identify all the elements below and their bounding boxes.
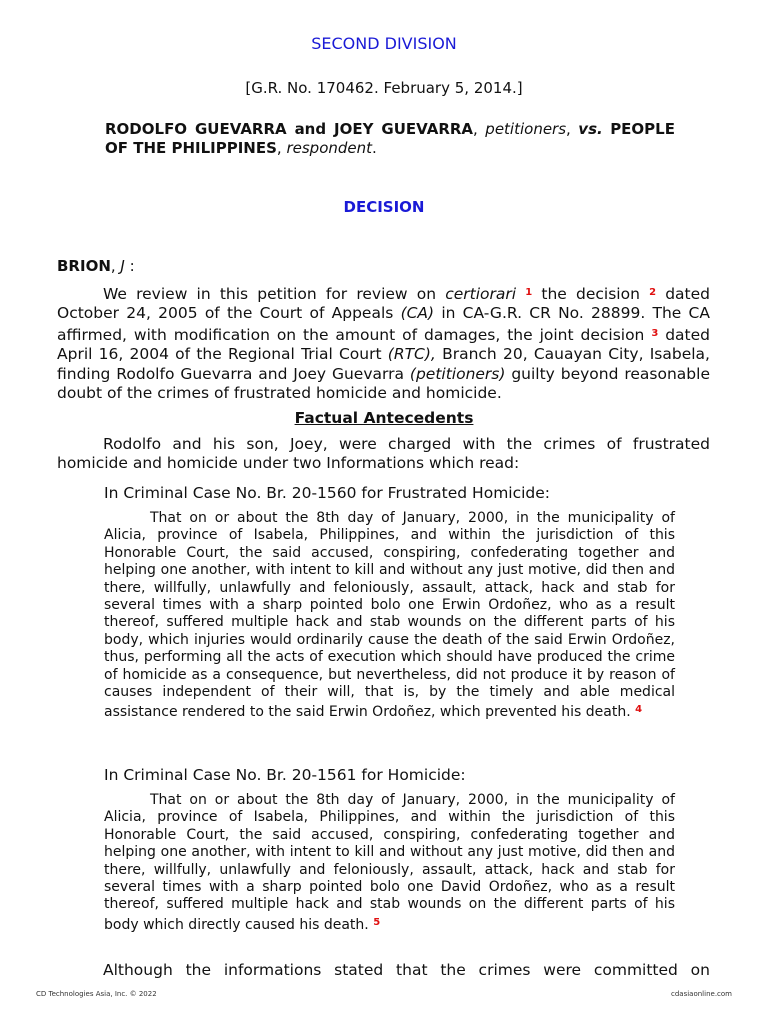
p1-text-5: dated April 16, 2004 of the Regional Trial Court [57, 325, 710, 364]
antecedents-paragraph [57, 435, 710, 474]
versus-label: vs. [578, 120, 603, 138]
petitioners-role: petitioners [485, 120, 567, 138]
p3-text: Although the informations stated that the crimes were committed on [103, 961, 710, 979]
petitioners-names: RODOLFO GUEVARRA and JOEY GUEVARRA [105, 120, 474, 138]
ca-abbrev: (CA) [400, 304, 435, 323]
footer-copyright: CD Technologies Asia, Inc. © 2022 [36, 990, 157, 998]
footnote-link-3[interactable]: 3 [651, 327, 659, 339]
p1-text-6: Branch 20, Cauayan City, Isabela, finding Rodolfo Guevarra and Joey Guevarra [57, 345, 710, 383]
decision-title: DECISION [343, 198, 425, 216]
case2-label: In Criminal Case No. Br. 20-1561 for Homicide: [104, 766, 466, 784]
footnote-link-4[interactable]: 4 [635, 704, 643, 716]
rtc-abbrev: (RTC), [387, 345, 436, 364]
certiorari-term: certiorari [445, 285, 517, 303]
ponente-title: J [120, 257, 125, 275]
case2-information [104, 792, 675, 934]
p2-text: Rodolfo and his son, Joey, were charged with the crimes of frustrated homicide and homicide under two Informations which read: [57, 435, 710, 473]
petitioners-abbrev: (petitioners) [409, 364, 506, 383]
p1-text-7: guilty beyond reasonable doubt of the crimes of frustrated homicide and homicide. [57, 364, 710, 403]
p1-text-2: the decision [541, 285, 640, 303]
footnote-link-1[interactable]: 1 [525, 287, 533, 298]
continuation-paragraph [57, 961, 710, 980]
ponente-name: BRION [57, 257, 111, 275]
respondent-name: PEOPLE OF THE PHILIPPINES [105, 120, 675, 157]
respondent-role: respondent [286, 139, 373, 157]
case1-text: That on or about the 8th day of January, 2000, in the municipality of Alicia, province of Isabela, Philippines, and within the jurisdiction of this Honorable Court, the said accused, conspiring, confederating together and helping one another, with intent to kill and without any just motive, did then and there, willfully, unlawfully and feloniously, assault, attack, hack and stab for several times with a sharp pointed bolo one Erwin Ordoñez, who as a result thereof, suffered multiple hack and stab wounds on the different parts of his body, which injuries would ordinarily cause the death of the said Erwin Ordoñez, thus, performing all the acts of execution which should have produced the crime of homicide as a consequence, but nevertheless, did not produce it by reason of causes independent of their will, that is, by the timely and able medical assistance rendered to the said Erwin Ordoñez, which prevented his death. [104, 510, 675, 721]
p1-text-1: We review in this petition for review on [103, 285, 437, 303]
case2-text: That on or about the 8th day of January, 2000, in the municipality of Alicia, province of Isabela, Philippines, and within the jurisdiction of this Honorable Court, the said accused, conspiring, confederating together and helping one another, with intent to kill and without any just motive, did then and there, willfully, unlawfully and feloniously, assault, attack, hack and stab for several times with a sharp pointed bolo one David Ordoñez, who as a result thereof, suffered multiple hack and stab wounds on the different parts of his body which directly caused his death. [104, 792, 675, 933]
intro-paragraph [57, 283, 710, 403]
case1-information [104, 510, 675, 722]
division-heading: SECOND DIVISION [311, 34, 457, 53]
footer-site: cdasiaonline.com [671, 990, 732, 998]
p1-text-4: in CA-G.R. CR No. 28899. The CA affirmed, with modification on the amount of damages, the joint decision [57, 304, 710, 344]
footnote-link-5[interactable]: 5 [373, 916, 381, 928]
parties-block: RODOLFO GUEVARRA and JOEY GUEVARRA, petitioners, vs. PEOPLE OF THE PHILIPPINES, respondent. [105, 120, 675, 157]
case-number: [G.R. No. 170462. February 5, 2014.] [245, 79, 523, 97]
section-heading: Factual Antecedents [294, 409, 474, 427]
ponente-line: BRION, J : [57, 257, 135, 275]
case1-label: In Criminal Case No. Br. 20-1560 for Frustrated Homicide: [104, 484, 551, 502]
footnote-link-2[interactable]: 2 [649, 287, 657, 298]
p1-text-3: dated October 24, 2005 of the Court of Appeals [57, 285, 711, 323]
